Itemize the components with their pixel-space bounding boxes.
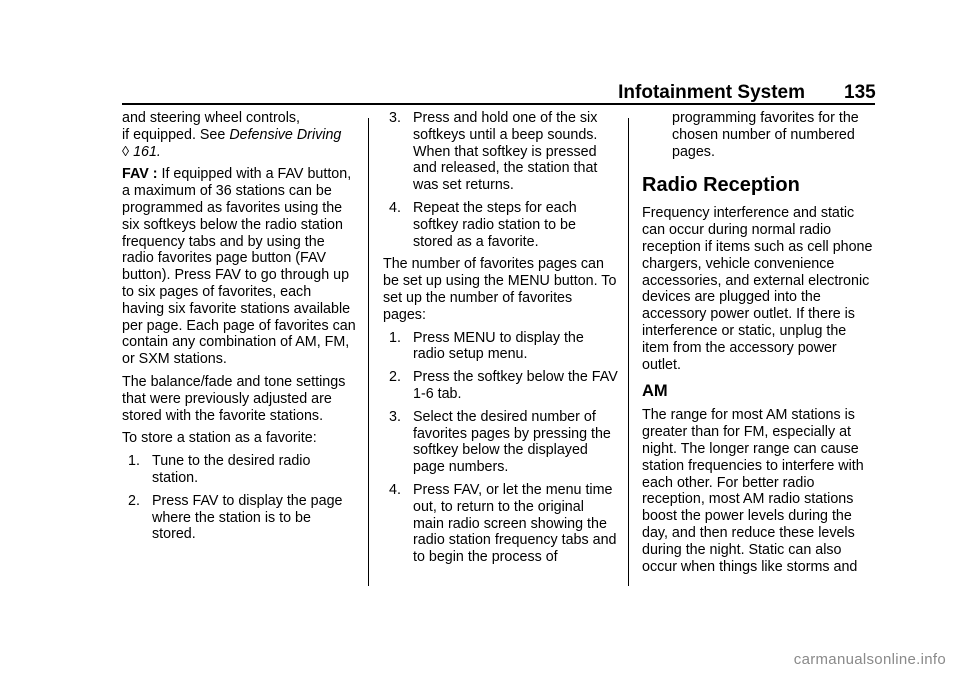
paragraph-am: The range for most AM stations is greater than for FM, especially at night. The longer range can cause station frequencies to interfere with each other. For better radio reception, most AM radio stations boost the power levels during the day, and then reduce these levels during the night. Static can also occur when things like storms and: [642, 407, 864, 575]
paragraph-balance: The balance/fade and tone settings that were previously adjusted are stored with the favorite stations.: [122, 373, 346, 424]
watermark: carmanualsonline.info: [793, 651, 946, 668]
list-item: 1. Tune to the desired radio station.: [128, 453, 311, 486]
paragraph-pages-intro: The number of favorites pages can be set up using the MENU button. To set up the number of favorites pages:: [383, 256, 617, 323]
subsection-heading-am: AM: [642, 382, 668, 401]
steps-pages-list: [383, 330, 618, 566]
running-header-title: Infotainment System: [618, 82, 805, 103]
list-item: 4. Repeat the steps for each softkey radio station to be stored as a favorite.: [389, 199, 577, 250]
xref-arrow-icon: ◊: [122, 143, 130, 160]
steps-store-list: [122, 453, 357, 543]
term-fav: FAV :: [122, 166, 158, 183]
paragraph-continued: and steering wheel controls, if equipped. See Defensive Driving ◊ 161.: [122, 110, 342, 160]
list-item: 3. Select the desired number of favorites pages by pressing the softkey below the displayed page numbers.: [389, 408, 611, 476]
list-item-continued: programming favorites for the chosen number of numbered pages.: [672, 110, 859, 160]
column-2: [383, 110, 618, 572]
xref-title[interactable]: Defensive Driving: [229, 126, 342, 143]
list-item: 2. Press the softkey below the FAV 1-6 tab.: [389, 369, 618, 402]
paragraph-store-intro: To store a station as a favorite:: [122, 430, 317, 447]
column-1: [122, 110, 357, 549]
paragraph-fav: FAV : If equipped with a FAV button, a maximum of 36 stations can be programmed as favorites using the six softkeys below the radio station frequency tabs and by using the radio favorites page button (FAV button). Press FAV to go through up to six pages of favorites, each having six favorite stations available per page. Each page of favorites can contain any combination of AM, FM, or SXM stations.: [122, 166, 356, 368]
column-divider-1: [368, 118, 369, 586]
list-item: 2. Press FAV to display the page where the station is to be stored.: [128, 492, 343, 543]
column-divider-2: [628, 118, 629, 586]
steps-store-list-continued: [383, 110, 618, 250]
list-item: 1. Press MENU to display the radio setup menu.: [389, 329, 584, 363]
list-item: 3. Press and hold one of the six softkeys until a beep sounds. When that softkey is pressed and released, the station that was set returns.: [389, 110, 598, 194]
paragraph-reception: Frequency interference and static can occur during normal radio reception if items such as cell phone chargers, vehicle convenience accessories, and external electronic devices are plugged into the accessory power outlet. If there is interference or static, unplug the item from the accessory power outlet.: [642, 205, 873, 373]
page-number: 135: [844, 82, 876, 103]
section-heading-radio-reception: Radio Reception: [642, 174, 800, 197]
list-item: 4. Press FAV, or let the menu time out, to return to the original main radio screen showing the radio station frequency tabs and to begin the process of: [389, 481, 617, 566]
header-rule: [122, 103, 875, 105]
column-3: [642, 110, 877, 581]
xref-page[interactable]: 161: [133, 143, 157, 160]
